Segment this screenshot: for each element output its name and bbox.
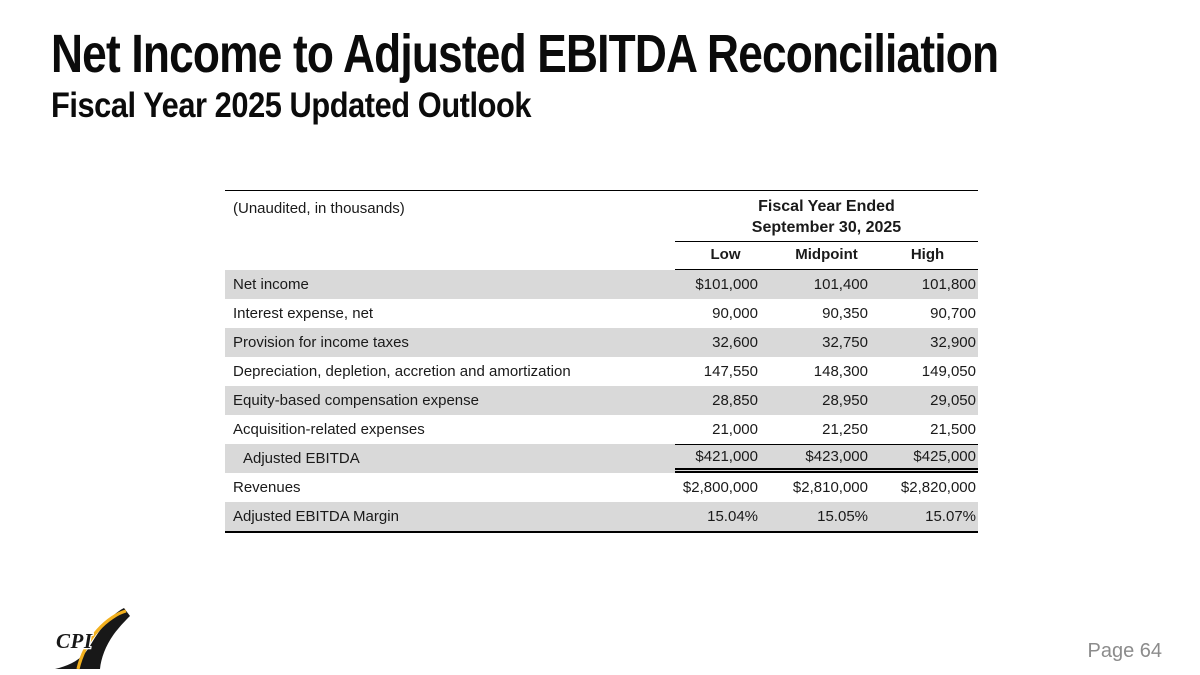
row-label: Depreciation, depletion, accretion and amortization	[233, 363, 571, 380]
row-label: Interest expense, net	[233, 305, 374, 322]
column-headers	[675, 242, 978, 270]
row-value: 149,050	[921, 363, 976, 380]
row-value: 147,550	[703, 363, 758, 380]
row-value: 90,700	[930, 305, 976, 322]
page-title: Net Income to Adjusted EBITDA Reconciliation	[51, 24, 999, 84]
table-row	[225, 328, 978, 357]
table-row	[225, 386, 978, 415]
reconciliation-table	[225, 190, 978, 533]
row-label: Acquisition-related expenses	[233, 421, 425, 438]
fiscal-period-line1: Fiscal Year Ended	[758, 198, 895, 215]
table-row	[225, 415, 978, 444]
column-header-low: Low	[710, 246, 741, 263]
table-header	[225, 191, 978, 242]
row-value: 28,850	[712, 392, 758, 409]
column-header-high: High	[910, 246, 945, 263]
row-label: Adjusted EBITDA Margin	[233, 508, 399, 525]
row-value: $2,820,000	[900, 479, 976, 496]
row-values	[675, 386, 978, 415]
row-values	[675, 357, 978, 386]
logo-text: CPI	[56, 629, 93, 653]
table-row	[225, 473, 978, 502]
row-values	[675, 502, 978, 531]
column-header-midpoint: Midpoint	[795, 246, 858, 263]
row-values	[675, 270, 978, 299]
cpi-logo	[45, 601, 131, 671]
row-value: 148,300	[813, 363, 868, 380]
fiscal-period-line2: September 30, 2025	[751, 219, 902, 236]
row-value: 15.07%	[925, 508, 976, 525]
row-value: 28,950	[822, 392, 868, 409]
row-values	[675, 415, 978, 444]
row-label: Provision for income taxes	[233, 334, 409, 351]
table-row	[225, 502, 978, 531]
row-value: 15.04%	[707, 508, 758, 525]
row-values	[675, 328, 978, 357]
row-value: $421,000	[695, 448, 758, 465]
table-row	[225, 444, 978, 473]
table-row	[225, 357, 978, 386]
row-value: 21,250	[822, 421, 868, 438]
unaudited-note: (Unaudited, in thousands)	[233, 200, 405, 217]
row-value: 21,000	[712, 421, 758, 438]
row-values	[675, 444, 978, 473]
page-subtitle: Fiscal Year 2025 Updated Outlook	[51, 86, 532, 125]
table-row	[225, 270, 978, 299]
row-value: $2,810,000	[792, 479, 868, 496]
row-value: 90,000	[712, 305, 758, 322]
fiscal-period-header	[675, 191, 978, 242]
row-values	[675, 299, 978, 328]
row-value: $2,800,000	[682, 479, 758, 496]
row-value: 101,400	[813, 276, 868, 293]
table-row	[225, 299, 978, 328]
row-value: $425,000	[913, 448, 976, 465]
row-value: 32,600	[712, 334, 758, 351]
row-label: Adjusted EBITDA	[243, 450, 360, 467]
row-value: 32,750	[822, 334, 868, 351]
row-value: 29,050	[930, 392, 976, 409]
row-label: Revenues	[233, 479, 301, 496]
column-header-spacer	[225, 242, 675, 270]
row-label: Net income	[233, 276, 309, 293]
table-body	[225, 270, 978, 531]
row-value: 32,900	[930, 334, 976, 351]
column-header-row	[225, 242, 978, 270]
page-number: Page 64	[1087, 640, 1162, 662]
row-value: 15.05%	[817, 508, 868, 525]
row-value: $423,000	[805, 448, 868, 465]
row-values	[675, 473, 978, 502]
row-value: 21,500	[930, 421, 976, 438]
row-value: 101,800	[921, 276, 976, 293]
row-value: 90,350	[822, 305, 868, 322]
row-label: Equity-based compensation expense	[233, 392, 479, 409]
row-value: $101,000	[695, 276, 758, 293]
